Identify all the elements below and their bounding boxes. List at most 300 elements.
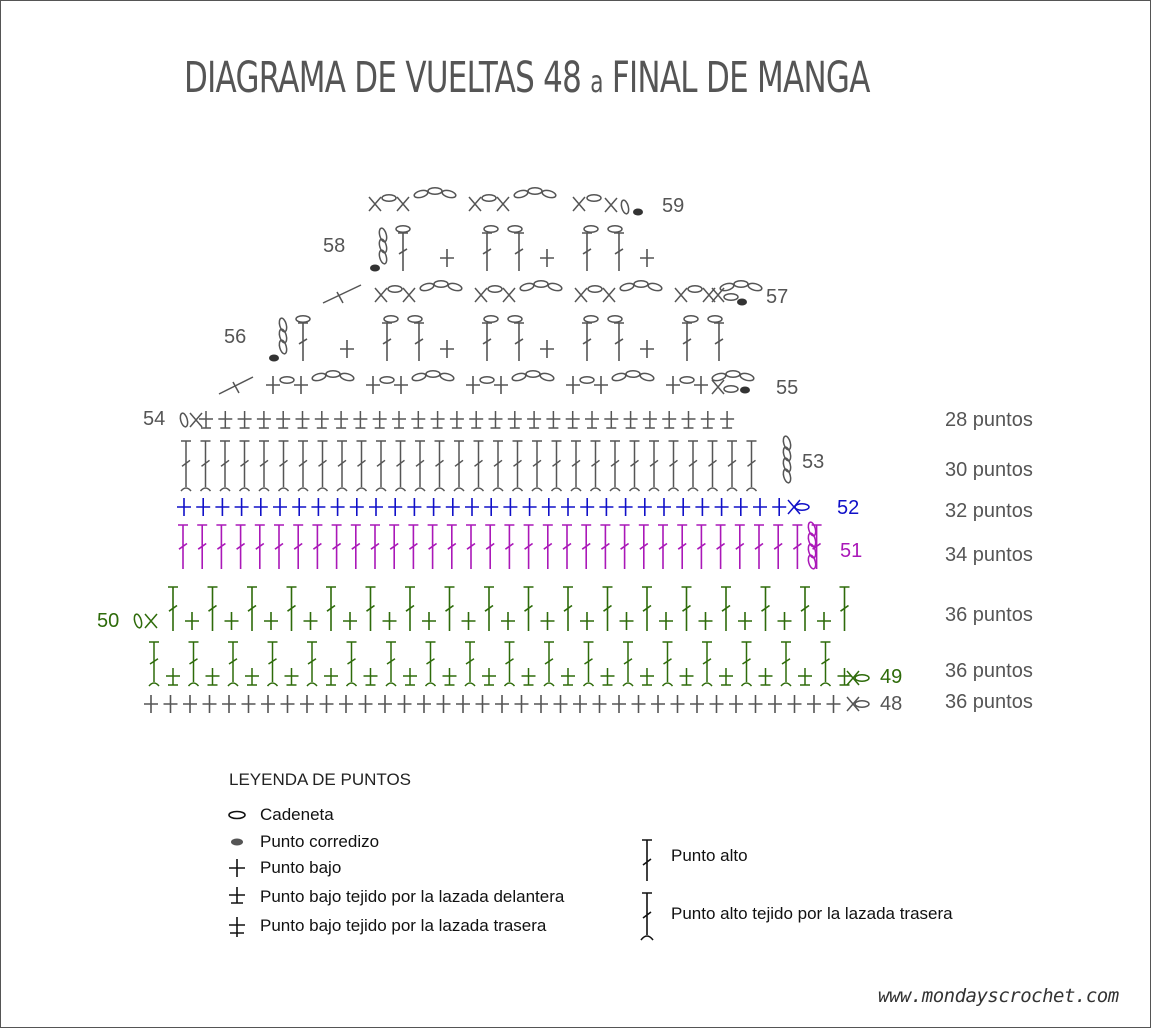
double-crochet-back-loop [279,441,289,491]
single-crochet [215,498,229,516]
slip-stitch [370,265,380,272]
single-crochet-front-loop [720,411,734,428]
double-crochet [716,525,726,569]
single-crochet [540,340,554,358]
single-crochet [807,695,821,713]
double-crochet [563,587,573,631]
double-crochet-back-loop [396,441,406,491]
chain [724,294,738,301]
double-crochet-back-loop [781,642,791,686]
stitch-count-49: 36 puntos [945,660,1033,682]
website-credit: www.mondayscrochet.com [878,985,1119,1007]
row-label-56: 56 [224,326,247,348]
double-crochet [208,587,218,631]
chain [508,226,522,233]
double-crochet [293,525,303,569]
single-crochet-front-loop [798,668,812,685]
single-crochet-front-loop [482,668,496,685]
chain [611,372,626,382]
double-crochet [216,525,226,569]
turning-stitch [369,197,381,211]
single-crochet [242,695,256,713]
row-label-53: 53 [802,451,825,473]
single-crochet [495,695,509,713]
double-crochet-back-loop [181,441,191,491]
chain [326,371,340,378]
double-crochet [312,525,322,569]
double-crochet [524,587,534,631]
chain [584,316,598,323]
single-crochet [561,498,575,516]
chain [179,412,189,427]
single-crochet-front-loop [443,668,457,685]
chain [724,386,738,393]
single-crochet [311,498,325,516]
double-crochet-back-loop [386,642,396,686]
stitch-count-51: 34 puntos [945,544,1033,566]
chain [534,281,548,288]
chain [619,282,634,292]
single-crochet-front-loop [662,411,676,428]
single-crochet [515,695,529,713]
chain [380,377,394,384]
single-crochet-front-loop [324,668,338,685]
single-crochet [534,695,548,713]
chain [513,189,528,199]
single-crochet-front-loop [624,411,638,428]
single-crochet [378,695,392,713]
double-crochet-back-loop [426,642,436,686]
single-crochet-front-loop [257,411,271,428]
double-crochet [600,525,610,569]
slip-stitch [269,355,279,362]
single-crochet [540,249,554,267]
chain [133,613,143,628]
chain [587,195,601,202]
row-label-50: 50 [97,610,120,632]
double-crochet [504,525,514,569]
single-crochet [753,498,767,516]
double-crochet-back-loop [474,441,484,491]
legend-label-double-crochet: Punto alto [671,846,748,865]
single-crochet [177,498,191,516]
single-crochet-front-loop [489,411,503,428]
chain [526,371,540,378]
chain [428,188,442,195]
single-crochet [749,695,763,713]
chain [855,675,869,682]
single-crochet [676,498,690,516]
turning-stitch [575,288,587,302]
stitch-count-48: 36 puntos [945,691,1033,713]
chain [539,372,554,382]
chain [647,282,662,292]
double-crochet [677,525,687,569]
single-crochet [580,612,594,630]
chain [795,504,809,511]
single-crochet-front-loop [601,668,615,685]
single-crochet-front-loop [566,411,580,428]
single-crochet [417,695,431,713]
turning-stitch [469,197,481,211]
chain [588,286,602,293]
single-crochet [541,612,555,630]
single-crochet [440,249,454,267]
single-crochet [729,695,743,713]
turning-stitch [712,380,724,394]
single-crochet [695,498,709,516]
double-crochet [274,525,284,569]
turning-stitch [847,697,859,711]
double-crochet [714,323,724,361]
single-crochet-back-loop-icon [227,915,249,941]
single-crochet-icon [227,857,249,879]
single-crochet [599,498,613,516]
turning-stitch [603,288,615,302]
double-crochet [247,587,257,631]
double-crochet-back-loop [415,441,425,491]
single-crochet [768,695,782,713]
row-label-55: 55 [776,377,799,399]
double-crochet [773,525,783,569]
single-crochet [304,612,318,630]
double-crochet [682,323,692,361]
double-crochet-back-loop [821,642,831,686]
turning-stitch [403,288,415,302]
single-crochet [619,498,633,516]
single-crochet [331,498,345,516]
single-crochet [366,376,380,394]
single-crochet [690,695,704,713]
double-crochet-back-loop [505,642,515,686]
double-crochet-back-loop [610,441,620,491]
single-crochet-front-loop [364,668,378,685]
turning-chain [219,377,253,394]
double-crochet-back-loop [544,642,554,686]
stitch-count-50: 36 puntos [945,604,1033,626]
single-crochet-front-loop [166,668,180,685]
single-crochet [476,695,490,713]
double-crochet [582,233,592,271]
single-crochet [144,695,158,713]
double-crochet [482,323,492,361]
chain [511,372,526,382]
single-crochet [340,340,354,358]
turning-stitch [497,197,509,211]
double-crochet [581,525,591,569]
single-crochet [222,695,236,713]
single-crochet [566,376,580,394]
double-crochet [603,587,613,631]
double-crochet-back-loop [532,441,542,491]
chain-icon [227,808,249,822]
legend-label-single-crochet-back-loop: Punto bajo tejido por la lazada trasera [260,916,547,935]
chain [396,226,410,233]
legend-label-double-crochet-back-loop: Punto alto tejido por la lazada trasera [671,904,953,923]
single-crochet [343,612,357,630]
double-crochet [761,587,771,631]
turning-stitch [788,500,800,514]
double-crochet-back-loop [649,441,659,491]
double-crochet [639,525,649,569]
chain [480,377,494,384]
chain [541,189,556,199]
single-crochet [465,498,479,516]
single-crochet-front-loop [680,668,694,685]
single-crochet [778,612,792,630]
single-crochet-front-loop [245,668,259,685]
single-crochet-front-loop [701,411,715,428]
single-crochet-front-loop [546,411,560,428]
chain [747,282,762,292]
chain [484,226,498,233]
double-crochet [236,525,246,569]
single-crochet [446,498,460,516]
chain [419,282,434,292]
single-crochet-front-loop [604,411,618,428]
double-crochet-back-loop [298,441,308,491]
turning-chain [323,285,361,303]
single-crochet-front-loop [373,411,387,428]
single-crochet [484,498,498,516]
chain [296,316,310,323]
single-crochet [734,498,748,516]
single-crochet [300,695,314,713]
single-crochet [196,498,210,516]
legend-label-slip-stitch: Punto corredizo [260,832,380,851]
double-crochet-back-loop-icon [637,890,657,944]
single-crochet [671,695,685,713]
double-crochet-back-loop [584,642,594,686]
single-crochet-front-loop [643,411,657,428]
single-crochet [503,498,517,516]
chain [439,372,454,382]
single-crochet [659,612,673,630]
double-crochet-back-loop [493,441,503,491]
chain [482,195,496,202]
single-crochet-front-loop [392,411,406,428]
single-crochet [523,498,537,516]
turning-stitch [475,288,487,302]
single-crochet [359,695,373,713]
chain [584,226,598,233]
double-crochet [389,525,399,569]
slip-stitch [737,299,747,306]
single-crochet-front-loop [285,668,299,685]
row-label-54: 54 [143,408,166,430]
chain [726,371,740,378]
chain [339,372,354,382]
single-crochet-front-loop-icon [227,885,249,909]
single-crochet [264,612,278,630]
single-crochet [320,695,334,713]
single-crochet [501,612,515,630]
double-crochet [696,525,706,569]
single-crochet [398,695,412,713]
single-crochet [640,249,654,267]
chain [447,282,462,292]
single-crochet-front-loop [508,411,522,428]
double-crochet [447,525,457,569]
single-crochet [817,612,831,630]
legend-label-single-crochet-front-loop: Punto bajo tejido por la lazada delantera [260,887,565,906]
double-crochet-back-loop [268,642,278,686]
double-crochet [370,525,380,569]
single-crochet [542,498,556,516]
single-crochet-front-loop [218,411,232,428]
double-crochet [658,525,668,569]
single-crochet [694,376,708,394]
single-crochet [494,376,508,394]
double-crochet [582,323,592,361]
turning-stitch [145,614,157,628]
chain [708,316,722,323]
double-crochet-back-loop [201,441,211,491]
chain [739,372,754,382]
double-crochet-back-loop [435,441,445,491]
chain [411,372,426,382]
single-crochet [738,612,752,630]
double-crochet [620,525,630,569]
single-crochet [573,695,587,713]
double-crochet [255,525,265,569]
single-crochet [350,498,364,516]
chain [680,377,694,384]
single-crochet-front-loop [238,411,252,428]
single-crochet [281,695,295,713]
double-crochet [408,525,418,569]
double-crochet-back-loop [465,642,475,686]
double-crochet [485,525,495,569]
chain [634,281,648,288]
row-label-52: 52 [837,497,860,519]
single-crochet [612,695,626,713]
double-crochet-back-loop [727,441,737,491]
single-crochet [462,612,476,630]
double-crochet-back-loop [742,642,752,686]
chain [519,282,534,292]
chain [488,286,502,293]
double-crochet-icon [637,837,657,885]
slip-stitch-icon [227,835,249,849]
double-crochet [614,233,624,271]
single-crochet [580,498,594,516]
double-crochet [484,587,494,631]
double-crochet [543,525,553,569]
double-crochet [514,323,524,361]
turning-stitch [712,288,724,302]
row-label-57: 57 [766,286,789,308]
single-crochet [407,498,421,516]
single-crochet-front-loop [315,411,329,428]
legend-label-single-crochet: Punto bajo [260,858,342,877]
double-crochet-back-loop [591,441,601,491]
double-crochet-back-loop [669,441,679,491]
single-crochet-front-loop [431,411,445,428]
title-rest: FINAL DE MANGA [611,53,870,103]
double-crochet-back-loop [259,441,269,491]
chain [620,199,630,214]
double-crochet-back-loop [688,441,698,491]
single-crochet [594,376,608,394]
stitch-count-53: 30 puntos [945,459,1033,481]
single-crochet [261,695,275,713]
chain [382,195,396,202]
double-crochet [178,525,188,569]
double-crochet [524,525,534,569]
single-crochet-front-loop [527,411,541,428]
double-crochet [482,233,492,271]
single-crochet [183,695,197,713]
chain [688,286,702,293]
single-crochet-front-loop [522,668,536,685]
chain [408,316,422,323]
single-crochet [164,695,178,713]
single-crochet [254,498,268,516]
single-crochet [666,376,680,394]
single-crochet [235,498,249,516]
single-crochet [388,498,402,516]
double-crochet-back-loop [513,441,523,491]
double-crochet [614,323,624,361]
stitch-count-52: 32 puntos [945,500,1033,522]
single-crochet-front-loop [682,411,696,428]
single-crochet [640,340,654,358]
double-crochet-back-loop [228,642,238,686]
double-crochet-back-loop [663,642,673,686]
single-crochet [440,340,454,358]
double-crochet-back-loop [702,642,712,686]
turning-stitch [190,413,202,427]
double-crochet [332,525,342,569]
turning-stitch [573,197,585,211]
chain [434,281,448,288]
single-crochet-front-loop [640,668,654,685]
double-crochet [298,323,308,361]
double-crochet-back-loop [708,441,718,491]
double-crochet-back-loop [347,642,357,686]
single-crochet-front-loop [334,411,348,428]
double-crochet-back-loop [189,642,199,686]
double-crochet [754,525,764,569]
double-crochet [445,587,455,631]
single-crochet [294,376,308,394]
stitch-count-54: 28 puntos [945,409,1033,431]
chain [484,316,498,323]
turning-stitch [375,288,387,302]
single-crochet [383,612,397,630]
chain [528,188,542,195]
double-crochet-back-loop [376,441,386,491]
slip-stitch [633,209,643,216]
double-crochet-back-loop [454,441,464,491]
double-crochet-back-loop [318,441,328,491]
chain [311,372,326,382]
chain [626,371,640,378]
chain [639,372,654,382]
single-crochet-front-loop [206,668,220,685]
single-crochet [427,498,441,516]
double-crochet [792,525,802,569]
single-crochet [225,612,239,630]
single-crochet [657,498,671,516]
single-crochet [554,695,568,713]
single-crochet-front-loop [411,411,425,428]
single-crochet-front-loop [353,411,367,428]
turning-stitch [847,671,859,685]
chain [388,286,402,293]
double-crochet [428,525,438,569]
